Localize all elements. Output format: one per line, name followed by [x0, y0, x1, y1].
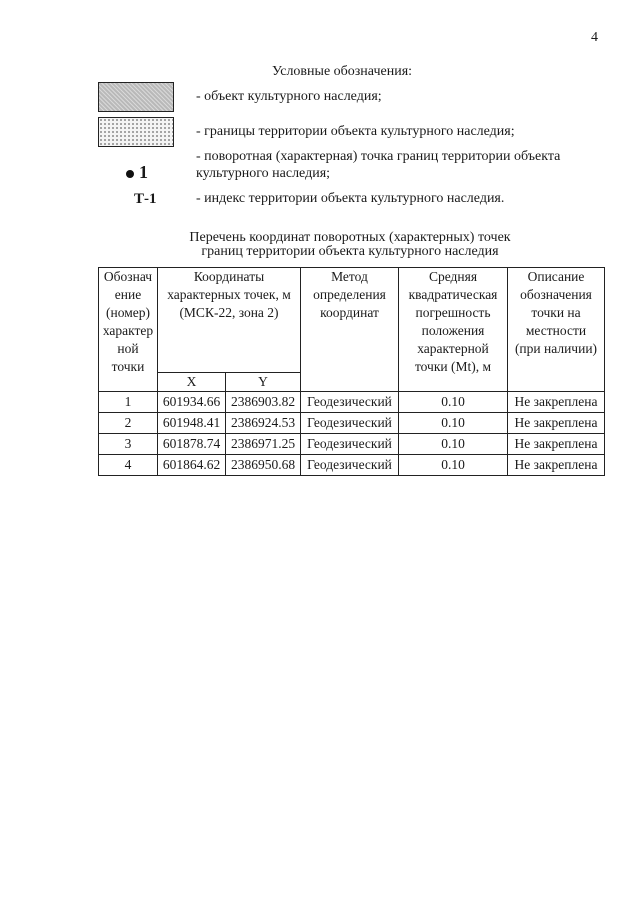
- error-cell: 0.10: [399, 413, 508, 434]
- legend-title: Условные обозначения:: [272, 64, 413, 79]
- method-cell: Геодезический: [301, 434, 399, 455]
- x-cell: 601878.74: [158, 434, 226, 455]
- turning-point-symbol: [126, 162, 148, 183]
- table-row: [99, 455, 605, 476]
- table-row: [99, 434, 605, 455]
- table-row: [99, 392, 605, 413]
- x-cell: 601864.62: [158, 455, 226, 476]
- y-cell: 2386903.82: [226, 392, 301, 413]
- cultural-heritage-object-swatch: [98, 82, 174, 112]
- header-y: Y: [226, 373, 301, 392]
- point-id-cell: 1: [99, 392, 158, 413]
- point-id-cell: 2: [99, 413, 158, 434]
- header-coordinates: Координаты характерных точек, м (МСК-22, зона 2): [158, 268, 301, 373]
- y-cell: 2386971.25: [226, 434, 301, 455]
- header-method: Метод определения координат: [301, 268, 399, 392]
- page-number: 4: [591, 30, 598, 45]
- turning-point-symbol-label: 1: [139, 162, 148, 182]
- legend-item-turning-point: - поворотная (характерная) точка границ территории объекта культурного наследия;: [196, 149, 561, 181]
- y-cell: 2386924.53: [226, 413, 301, 434]
- header-error: Средняя квадратическая погрешность положения характерной точки (Mt), м: [399, 268, 508, 392]
- header-description: Описание обозначения точки на местности (при наличии): [508, 268, 605, 392]
- territory-index-symbol: Т-1: [134, 191, 157, 207]
- error-cell: 0.10: [399, 392, 508, 413]
- description-cell: Не закреплена: [508, 413, 605, 434]
- y-cell: 2386950.68: [226, 455, 301, 476]
- x-cell: 601948.41: [158, 413, 226, 434]
- table-caption-line-2: границ территории объекта культурного наследия: [201, 244, 499, 259]
- method-cell: Геодезический: [301, 413, 399, 434]
- point-id-cell: 3: [99, 434, 158, 455]
- description-cell: Не закреплена: [508, 434, 605, 455]
- table-row: [99, 413, 605, 434]
- method-cell: Геодезический: [301, 455, 399, 476]
- legend-item-index: - индекс территории объекта культурного наследия.: [196, 191, 505, 206]
- error-cell: 0.10: [399, 434, 508, 455]
- legend-item-boundary: - границы территории объекта культурного наследия;: [196, 124, 515, 139]
- header-x: X: [158, 373, 226, 392]
- point-dot-icon: [126, 170, 134, 178]
- legend-item-object: - объект культурного наследия;: [196, 89, 382, 104]
- description-cell: Не закреплена: [508, 455, 605, 476]
- header-point-id: Обознач ение (номер) характер ной точки: [99, 268, 158, 392]
- coordinates-table: [98, 267, 605, 476]
- description-cell: Не закреплена: [508, 392, 605, 413]
- x-cell: 601934.66: [158, 392, 226, 413]
- point-id-cell: 4: [99, 455, 158, 476]
- territory-boundary-swatch: [98, 117, 174, 147]
- table-caption-line-1: Перечень координат поворотных (характерных) точек: [189, 230, 511, 245]
- method-cell: Геодезический: [301, 392, 399, 413]
- error-cell: 0.10: [399, 455, 508, 476]
